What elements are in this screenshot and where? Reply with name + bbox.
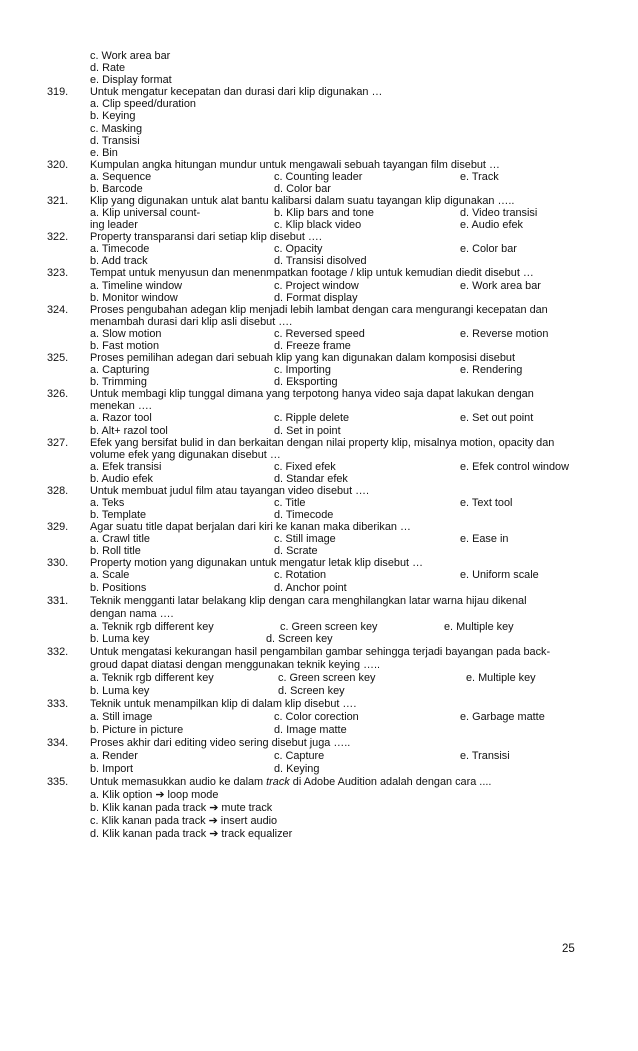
- option-first-column: d. Klik kanan pada track ➔ track equalizer: [90, 828, 293, 841]
- option-second-column: b. Klip bars and tone: [274, 207, 374, 219]
- option-first-column: d. Transisi: [90, 134, 140, 147]
- question-number: 324.: [47, 303, 69, 316]
- question-text: Untuk memasukkan audio ke dalam track di Adobe Audition adalah dengan cara ....: [90, 776, 492, 789]
- option-second-column: c. Rotation: [274, 569, 327, 582]
- option-second-column: d. Screen key: [266, 633, 333, 646]
- option-second-column: c. Title: [274, 497, 306, 509]
- option-first-column: b. Fast motion: [90, 339, 160, 352]
- option-first-column: a. Still image: [90, 711, 153, 724]
- option-first-column: b. Klik kanan pada track ➔ mute track: [90, 802, 273, 815]
- option-first-column: b. Import: [90, 763, 133, 776]
- option-third-column: d. Video transisi: [460, 207, 538, 219]
- option-first-column: a. Timecode: [90, 243, 150, 256]
- question-number: 325.: [47, 352, 69, 364]
- option-second-column: c. Klip black video: [274, 219, 362, 232]
- option-third-column: e. Audio efek: [460, 219, 523, 232]
- option-third-column: e. Reverse motion: [460, 327, 549, 340]
- question-number: 328.: [47, 484, 69, 497]
- option-second-column: d. Anchor point: [274, 581, 347, 594]
- option-third-column: e. Set out point: [460, 412, 534, 425]
- option-first-column: a. Teks: [90, 497, 125, 509]
- page-number: 25: [562, 943, 575, 955]
- option-first-column: a. Klip universal count-: [90, 207, 201, 219]
- option-first-column: a. Klik option ➔ loop mode: [90, 789, 219, 802]
- option-first-column: c. Work area bar: [90, 50, 171, 62]
- option-first-column: a. Teknik rgb different key: [90, 620, 214, 633]
- question-text: menambah durasi dari klip asli disebut ….: [90, 315, 293, 328]
- option-second-column: d. Timecode: [274, 509, 334, 521]
- question-number: 321.: [47, 195, 69, 207]
- option-first-column: b. Keying: [90, 110, 136, 123]
- question-number: 329.: [47, 521, 69, 534]
- option-second-column: d. Image matte: [274, 724, 347, 737]
- option-first-column: b. Picture in picture: [90, 724, 184, 737]
- question-number: 332.: [47, 646, 69, 659]
- question-number: 319.: [47, 86, 69, 99]
- option-second-column: c. Capture: [274, 750, 325, 763]
- option-third-column: e. Multiple key: [466, 672, 536, 685]
- option-second-column: d. Keying: [274, 763, 320, 776]
- question-text: menekan ….: [90, 400, 152, 413]
- option-first-column: c. Masking: [90, 122, 143, 135]
- question-number: 323.: [47, 267, 69, 280]
- option-first-column: e. Display format: [90, 74, 172, 87]
- question-number: 333.: [47, 698, 69, 711]
- option-second-column: d. Freeze frame: [274, 339, 351, 352]
- question-number: 322.: [47, 231, 69, 244]
- question-text: Kumpulan angka hitungan mundur untuk mengawali sebuah tayangan film disebut …: [90, 158, 500, 171]
- question-text: Untuk mengatasi kekurangan hasil pengambilan gambar sehingga terjadi bayangan pada back-: [90, 646, 551, 659]
- option-first-column: a. Render: [90, 750, 138, 763]
- option-first-column: b. Positions: [90, 581, 147, 594]
- question-text: Property transparansi dari setiap klip disebut ….: [90, 231, 322, 244]
- question-text: Untuk mengatur kecepatan dan durasi dari klip digunakan …: [90, 86, 383, 99]
- option-third-column: e. Garbage matte: [460, 711, 545, 724]
- option-second-column: c. Ripple delete: [274, 412, 350, 425]
- option-second-column: d. Format display: [274, 291, 358, 304]
- question-text: Proses pengubahan adegan klip menjadi lebih lambat dengan cara mengurangi kecepatan dan: [90, 303, 548, 316]
- option-second-column: d. Eksporting: [274, 376, 338, 389]
- question-text: Proses pemilihan adegan dari sebuah klip yang kan digunakan dalam komposisi disebut: [90, 352, 516, 364]
- option-second-column: d. Color bar: [274, 182, 331, 195]
- question-number: 335.: [47, 776, 69, 789]
- option-first-column: b. Luma key: [90, 633, 150, 646]
- option-second-column: c. Reversed speed: [274, 327, 365, 340]
- option-first-column: b. Monitor window: [90, 291, 178, 304]
- option-third-column: e. Uniform scale: [460, 569, 539, 582]
- question-text-italic: track: [266, 776, 290, 789]
- question-number: 330.: [47, 557, 69, 570]
- option-third-column: e. Efek control window: [460, 460, 569, 473]
- option-second-column: c. Still image: [274, 533, 336, 546]
- question-text: groud dapat diatasi dengan menggunakan teknik keying …..: [90, 659, 381, 672]
- option-third-column: e. Work area bar: [460, 279, 541, 292]
- question-number: 320.: [47, 158, 69, 171]
- option-second-column: c. Green screen key: [278, 672, 376, 685]
- option-first-column: a. Scale: [90, 569, 130, 582]
- question-number: 334.: [47, 737, 69, 750]
- question-text: volume efek yang digunakan disebut …: [90, 448, 281, 461]
- option-second-column: d. Standar efek: [274, 472, 348, 485]
- question-number: 326.: [47, 388, 69, 401]
- question-number: 327.: [47, 436, 69, 449]
- option-first-column: a. Teknik rgb different key: [90, 672, 214, 685]
- question-text: Property motion yang digunakan untuk mengatur letak klip disebut …: [90, 557, 423, 570]
- question-text: Teknik mengganti latar belakang klip dengan cara menghilangkan latar warna hijau dikenal: [90, 594, 527, 607]
- option-first-column: a. Clip speed/duration: [90, 98, 196, 111]
- option-first-column: b. Barcode: [90, 182, 143, 195]
- question-text: Agar suatu title dapat berjalan dari kiri ke kanan maka diberikan …: [90, 521, 411, 534]
- question-text: Untuk membagi klip tunggal dimana yang terpotong hanya video saja dapat lakukan dengan: [90, 388, 534, 401]
- option-third-column: e. Ease in: [460, 533, 509, 546]
- option-first-column: e. Bin: [90, 146, 118, 159]
- question-text: Efek yang bersifat bulid in dan berkaitan dengan nilai property klip, misalnya motion, opacity dan: [90, 436, 555, 449]
- option-first-column: b. Trimming: [90, 376, 147, 389]
- option-first-column: b. Audio efek: [90, 472, 153, 485]
- option-first-column: a. Slow motion: [90, 327, 162, 340]
- option-third-column: e. Multiple key: [444, 620, 514, 633]
- option-second-column: c. Opacity: [274, 243, 323, 256]
- option-second-column: c. Counting leader: [274, 170, 363, 183]
- option-first-column: c. Klik kanan pada track ➔ insert audio: [90, 815, 278, 828]
- question-text-rest: di Adobe Audition adalah dengan cara ....: [289, 776, 492, 789]
- option-first-column: a. Efek transisi: [90, 460, 162, 473]
- option-third-column: e. Text tool: [460, 497, 513, 509]
- option-first-column: a. Razor tool: [90, 412, 152, 425]
- option-second-column: d. Screen key: [278, 685, 345, 698]
- option-third-column: e. Color bar: [460, 243, 517, 256]
- option-first-column: d. Rate: [90, 62, 126, 75]
- question-text: Proses akhir dari editing video sering disebut juga …..: [90, 737, 351, 750]
- option-second-column: c. Importing: [274, 364, 331, 377]
- option-first-column: a. Capturing: [90, 364, 150, 377]
- option-first-column: a. Crawl title: [90, 533, 150, 546]
- option-second-column: d. Scrate: [274, 545, 318, 558]
- option-first-column: b. Template: [90, 509, 147, 521]
- option-third-column: e. Track: [460, 170, 499, 183]
- question-text: Tempat untuk menyusun dan menenmpatkan footage / klip untuk kemudian diedit disebut …: [90, 267, 534, 280]
- option-first-column: b. Luma key: [90, 685, 150, 698]
- option-second-column: c. Fixed efek: [274, 460, 336, 473]
- option-second-column: c. Color corection: [274, 711, 359, 724]
- option-second-column: d. Set in point: [274, 424, 341, 437]
- option-first-column: ing leader: [90, 219, 138, 232]
- question-text: dengan nama ….: [90, 607, 174, 620]
- option-third-column: e. Rendering: [460, 364, 523, 377]
- question-text: Untuk membuat judul film atau tayangan video disebut ….: [90, 484, 370, 497]
- option-first-column: b. Add track: [90, 255, 148, 268]
- option-second-column: c. Green screen key: [280, 620, 378, 633]
- option-second-column: c. Project window: [274, 279, 359, 292]
- question-number: 331.: [47, 594, 69, 607]
- option-second-column: d. Transisi disolved: [274, 255, 367, 268]
- option-third-column: e. Transisi: [460, 750, 510, 763]
- option-first-column: b. Roll title: [90, 545, 141, 558]
- question-text: Teknik untuk menampilkan klip di dalam klip disebut ….: [90, 698, 357, 711]
- option-first-column: b. Alt+ razol tool: [90, 424, 168, 437]
- question-text: Klip yang digunakan untuk alat bantu kalibarsi dalam suatu tayangan klip digunakan …..: [90, 195, 515, 207]
- option-first-column: a. Sequence: [90, 170, 152, 183]
- option-first-column: a. Timeline window: [90, 279, 183, 292]
